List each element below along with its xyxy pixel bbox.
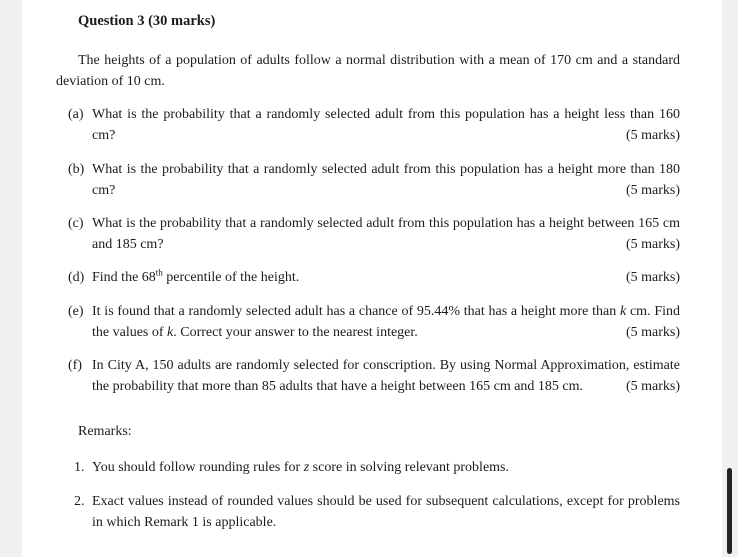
question-part-a bbox=[68, 104, 680, 146]
part-label: (e) bbox=[68, 304, 84, 319]
part-text bbox=[92, 213, 680, 255]
part-label: (b) bbox=[68, 162, 85, 177]
remark-number: 1. bbox=[74, 460, 85, 475]
part-text bbox=[92, 355, 680, 397]
part-marks: (5 marks) bbox=[625, 237, 680, 252]
part-label: (d) bbox=[68, 270, 85, 285]
vertical-scrollbar[interactable] bbox=[727, 468, 732, 554]
part-text-middle: cm. Find the values of bbox=[92, 304, 680, 340]
question-part-d bbox=[68, 267, 680, 288]
part-text bbox=[92, 267, 680, 288]
part-label: (a) bbox=[68, 107, 84, 122]
question-part-b bbox=[68, 159, 680, 201]
part-text bbox=[92, 159, 680, 201]
variable-k: k bbox=[620, 304, 627, 319]
variable-z: z bbox=[303, 460, 310, 475]
part-text-content: What is the probability that a randomly selected adult from this population has a height more than 180 cm? bbox=[92, 162, 680, 198]
remarks-title: Remarks: bbox=[78, 424, 132, 439]
part-marks: (5 marks) bbox=[625, 325, 680, 340]
part-text-after: percentile of the height. bbox=[162, 270, 300, 285]
part-text-after: . Correct your answer to the nearest integer. bbox=[173, 325, 418, 340]
part-marks: (5 marks) bbox=[625, 270, 680, 285]
part-marks: (5 marks) bbox=[625, 379, 680, 394]
part-text-content: What is the probability that a randomly selected adult from this population has a height between 165 cm and 185 cm? bbox=[92, 216, 680, 252]
part-text bbox=[92, 301, 680, 343]
question-title: Question 3 (30 marks) bbox=[78, 13, 216, 29]
part-marks: (5 marks) bbox=[625, 183, 680, 198]
remark-text: Exact values instead of rounded values should be used for subsequent calculations, except for problems in which Remark 1 is applicable. bbox=[92, 494, 680, 530]
document-page bbox=[22, 0, 722, 557]
document-content bbox=[22, 0, 722, 557]
question-part-e bbox=[68, 301, 680, 343]
part-text bbox=[92, 104, 680, 146]
remark-text-after: score in solving relevant problems. bbox=[309, 460, 509, 475]
question-intro: The heights of a population of adults follow a normal distribution with a mean of 170 cm and a standard deviation of 10 cm. bbox=[56, 53, 680, 89]
part-text-content: In City A, 150 adults are randomly selected for conscription. By using Normal Approximation, estimate the probability that more than 85 adults that have a height between 165 cm and 185 cm. bbox=[92, 358, 680, 394]
part-marks: (5 marks) bbox=[625, 128, 680, 143]
remark-item bbox=[74, 457, 680, 478]
part-text-before: It is found that a randomly selected adult has a chance of 95.44% that has a height more than bbox=[92, 304, 620, 319]
remark-text bbox=[92, 457, 680, 478]
ordinal-superscript: th bbox=[155, 267, 163, 278]
part-label: (c) bbox=[68, 216, 84, 231]
part-label: (f) bbox=[68, 358, 82, 373]
remark-item bbox=[74, 491, 680, 533]
question-part-f bbox=[68, 355, 680, 397]
part-text-before: Find the 68 bbox=[92, 270, 156, 285]
part-text-content: What is the probability that a randomly selected adult from this population has a height less than 160 cm? bbox=[92, 107, 680, 143]
question-part-c bbox=[68, 213, 680, 255]
variable-k: k bbox=[167, 325, 174, 340]
remark-text-before: You should follow rounding rules for bbox=[92, 460, 304, 475]
remark-number: 2. bbox=[74, 494, 85, 509]
